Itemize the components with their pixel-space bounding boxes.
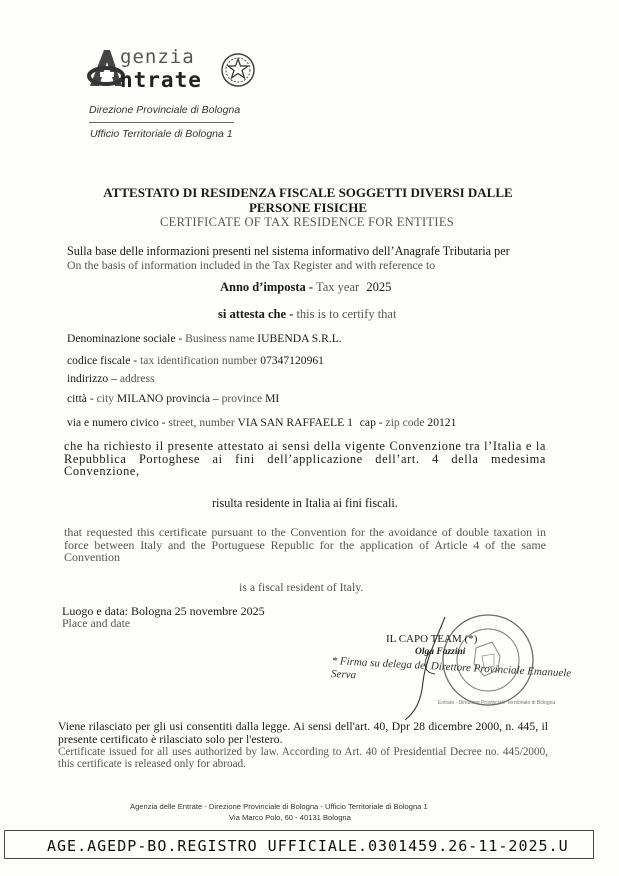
certificate-title-en: CERTIFICATE OF TAX RESIDENCE FOR ENTITIES xyxy=(160,215,455,229)
place-date-en: Place and date xyxy=(62,616,131,630)
zip-label-en: zip code xyxy=(385,416,425,429)
registry-number: AGE.AGEDP-BO.REGISTRO UFFICIALE.0301459.26-11-2025.U xyxy=(47,837,569,855)
header-divider xyxy=(89,122,234,123)
certificate-title-it: ATTESTATO DI RESIDENZA FISCALE SOGGETTI DIVERSI DALLE PERSONE FISICHE xyxy=(103,185,513,215)
office-province: Direzione Provinciale di Bologna xyxy=(89,104,241,116)
agency-logo xyxy=(86,44,256,96)
resident-en: is a fiscal resident of Italy. xyxy=(239,580,364,594)
stamp-text: Entrate - Direzione Provinciale Territoriale di Bologna xyxy=(438,700,556,706)
logo-agenzia-text: genzia xyxy=(120,46,195,68)
office-territorial: Ufficio Territoriale di Bologna 1 xyxy=(90,128,233,140)
logo-entrate-text: ntrate xyxy=(120,68,202,92)
province-label-en: province xyxy=(221,392,263,405)
city-value: MILANO xyxy=(116,392,164,405)
province-label-it: provincia – xyxy=(166,392,219,405)
signatory-name: Olga Fazzini xyxy=(415,647,466,657)
place-date-it: Luogo e data: Bologna 25 novembre 2025 xyxy=(62,604,265,618)
tax-year-label-en: Tax year xyxy=(315,280,360,294)
italian-emblem-icon xyxy=(220,52,256,88)
tax-id-label-it: codice fiscale - xyxy=(67,354,138,367)
registry-box xyxy=(4,830,594,859)
street-row xyxy=(67,416,456,429)
address-row xyxy=(67,372,155,385)
footer-line1: Agenzia delle Entrate - Direzione Provinciale di Bologna - Ufficio Territoriale di Bologna 1 xyxy=(130,802,428,811)
legal-en: Certificate issued for all uses authorized by law. According to Art. 40 of Presidential Decree no. 445/2000, this certificate is released only for abroad. xyxy=(58,746,548,771)
certify-en: this is to certify that xyxy=(296,307,397,321)
street-label-it: via e numero civico - xyxy=(67,416,166,429)
street-label-en: street, number xyxy=(168,416,235,429)
address-label-it: indirizzo – xyxy=(67,372,117,385)
zip-label-it: cap - xyxy=(359,416,383,429)
intro-it: Sulla base delle informazioni presenti nel sistema informativo dell’Anagrafe Tributaria per xyxy=(67,244,510,258)
business-name-value: IUBENDA S.R.L. xyxy=(257,332,342,345)
province-value: MI xyxy=(265,392,280,405)
body-en: that requested this certificate pursuant to the Convention for the avoidance of double taxation in force between Italy and the Portuguese Republic for the application of Article 4 of the same Convention xyxy=(64,525,546,565)
street-value: VIA SAN RAFFAELE 1 xyxy=(237,416,353,429)
tax-year-label-it: Anno d’imposta - xyxy=(220,280,314,294)
zip-value: 20121 xyxy=(427,416,457,429)
city-label-it: città - xyxy=(67,392,94,405)
signature-stroke-icon xyxy=(395,612,455,722)
tax-year-value: 2025 xyxy=(366,280,392,294)
body-it: che ha richiesto il presente attestato ai sensi della vigente Convenzione tra l’Italia e la Repubblica Portoghese ai fini dell’applicazione dell’art. 4 della medesima Convenzione, xyxy=(64,439,546,479)
legal-it: Viene rilasciato per gli usi consentiti dalla legge. Ai sensi dell'art. 40, Dpr 28 dicembre 2000, n. 445, il presente certificato è rilasciato solo per l'estero. xyxy=(58,719,548,746)
certify-line xyxy=(218,307,396,322)
city-label-en: city xyxy=(96,392,115,405)
address-label-en: address xyxy=(119,372,155,385)
handwritten-signature: * Firma su delega del Direttore Provinciale Emanuele Serva xyxy=(330,655,572,682)
tax-id-value: 07347120961 xyxy=(260,354,324,367)
city-row xyxy=(67,392,279,405)
business-name-row xyxy=(67,332,342,345)
tax-year-line xyxy=(220,280,391,295)
business-name-label-it: Denominazione sociale - xyxy=(67,332,183,345)
intro-en: On the basis of information included in the Tax Register and with reference to xyxy=(67,258,436,272)
footer-line2: Via Marco Polo, 60 - 40131 Bologna xyxy=(229,813,351,822)
resident-it: risulta residente in Italia ai fini fiscali. xyxy=(212,496,398,510)
certify-it: si attesta che - xyxy=(218,307,294,321)
tax-id-row xyxy=(67,354,324,367)
business-name-label-en: Business name xyxy=(185,332,255,345)
tax-id-label-en: tax identification number xyxy=(140,354,258,367)
signatory-role: IL CAPO TEAM (*) xyxy=(386,633,478,645)
